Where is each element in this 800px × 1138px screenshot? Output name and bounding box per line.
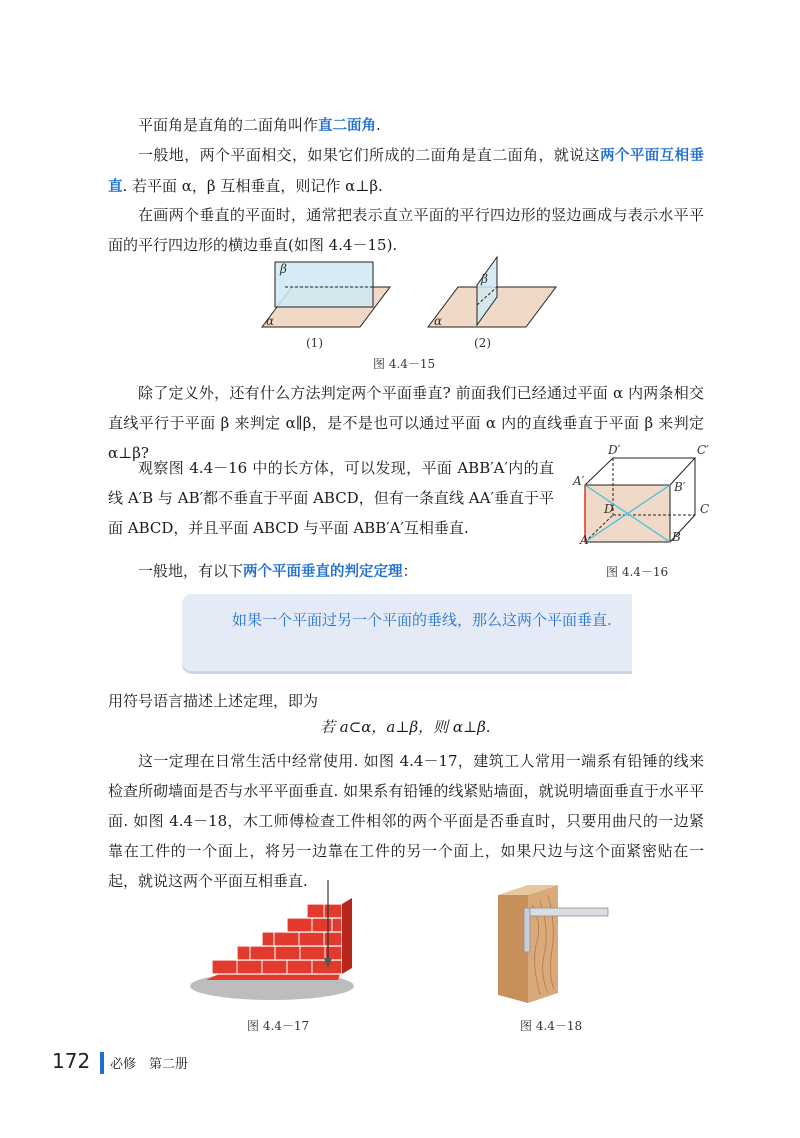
fig16-label-c: C <box>700 502 710 516</box>
fig15-1-alpha-label: α <box>266 314 275 328</box>
paragraph-question: 除了定义外，还有什么方法判定两个平面垂直? 前面我们已经通过平面 α 内两条相交直线平行于平面 β 来判定 α∥β，是不是也可以通过平面 α 内的直线垂直于平面 β 来判定 α⊥β? <box>108 384 704 462</box>
fig15-sub1: (1) <box>306 336 323 350</box>
fig16-caption: 图 4.4－16 <box>606 565 669 579</box>
term-right-dihedral-angle: 直二面角 <box>318 118 377 134</box>
footer-accent-bar <box>100 1052 104 1074</box>
text: . <box>376 116 381 134</box>
paragraph-applications: 这一定理在日常生活中经常使用. 如图 4.4－17，建筑工人常用一端系有铅锤的线来检查所砌墙面是否与水平平面垂直. 如果系有铅锤的线紧贴墙面，就说明墙面垂直于水平平面. 如图 4.4－18，木工师傅检查工件相邻的两个平面是否垂直时，只要用曲尺的一边紧靠在工件的一个面上，将另一边靠在工件的另一个面上，如果尺边与这个面紧密贴在一起，就说这两个平面互相垂直. <box>108 752 704 890</box>
book-title: 必修 第二册 <box>110 1057 189 1072</box>
fig16-label-c-prime: C′ <box>697 443 709 457</box>
fig16-label-d-prime: D′ <box>608 443 621 457</box>
wood-side-face <box>498 895 528 1003</box>
paragraph-drawing-convention: 在画两个垂直的平面时，通常把表示直立平面的平行四边形的竖边画成与表示水平平面的平行四边形的横边垂直(如图 4.4－15). <box>108 206 704 254</box>
fig15-2-beta-label: β <box>481 272 488 286</box>
fig17-caption: 图 4.4－17 <box>247 1019 310 1033</box>
paragraph-observe-cuboid: 观察图 4.4－16 中的长方体，可以发现，平面 ABB′A′内的直线 A′B 与 AB′都不垂直于平面 ABCD，但有一条直线 AA′垂直于平面 ABCD，并且平面 ABCD 与平面 ABB′A′互相垂直. <box>108 459 554 537</box>
theorem-box <box>182 594 632 671</box>
paragraph-right-dihedral <box>108 110 704 141</box>
text: 一般地，两个平面相交，如果它们所成的二面角是直二面角，就说这 <box>138 146 601 164</box>
fig15-sub2: (2) <box>474 336 491 350</box>
text: 平面角是直角的二面角叫作 <box>138 116 319 134</box>
figure-4-4-17 <box>192 880 372 1010</box>
term-criterion-theorem: 两个平面垂直的判定定理 <box>243 564 403 580</box>
text: 一般地，有以下 <box>138 562 244 580</box>
fig16-label-a-prime: A′ <box>573 474 585 488</box>
fig15-2-alpha-label: α <box>434 314 443 328</box>
fig16-label-d: D <box>604 502 614 516</box>
wood-front-face <box>528 885 558 1003</box>
fig15-caption: 图 4.4－15 <box>373 357 436 371</box>
figure-4-4-15 <box>0 255 800 345</box>
figure-4-4-16 <box>575 445 735 555</box>
fig16-label-b-prime: B′ <box>674 480 686 494</box>
theorem-text: 如果一个平面过另一个平面的垂线，那么这两个平面垂直. <box>232 611 612 629</box>
formula: 若 a⊂α，a⊥β，则 α⊥β. <box>320 718 491 736</box>
text: . 若平面 α，β 互相垂直，则记作 α⊥β. <box>122 177 383 195</box>
fig15-1-beta-plane <box>275 262 373 307</box>
paragraph-perpendicular-planes <box>108 140 704 202</box>
paragraph-symbolic: 用符号语言描述上述定理，即为 <box>108 692 319 710</box>
text: ： <box>402 562 418 580</box>
fig16-label-a: A <box>580 533 589 547</box>
paragraph-criterion-intro <box>108 556 554 587</box>
page-number: 172 <box>52 1049 91 1073</box>
fig18-caption: 图 4.4－18 <box>520 1019 583 1033</box>
fig16-label-b: B <box>672 530 681 544</box>
fig15-1-beta-label: β <box>280 262 287 276</box>
figure-4-4-18 <box>488 885 618 1005</box>
brick-wall <box>212 904 342 974</box>
term-perpendicular-planes: 两个平面互相垂直 <box>108 148 704 195</box>
